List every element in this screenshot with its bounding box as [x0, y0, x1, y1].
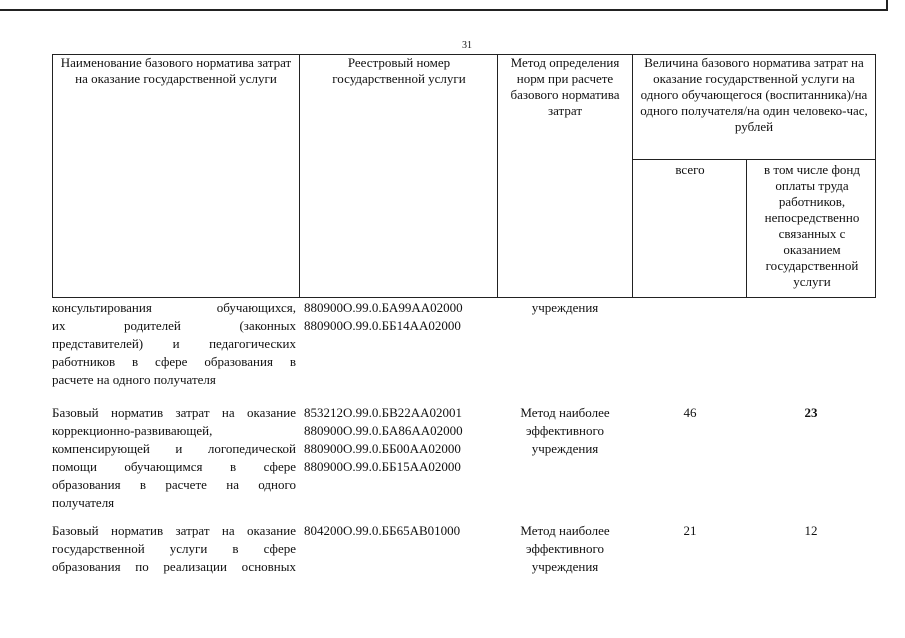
row3-name [52, 522, 296, 576]
row3-code: 804200О.99.0.ББ65АВ01000 [304, 523, 461, 538]
row1-name-line: их родителей (законных [52, 318, 296, 333]
row1-name-line: консультирования обучающихся, [52, 300, 296, 315]
header-sub-fund-text: в том числе фонд оплаты труда работников, непосредственно связанных с оказанием государственной услуги [764, 162, 860, 289]
row2-name-line: помощи обучающимся в сфере [52, 459, 296, 474]
row3-name-line: Базовый норматив затрат на оказание [52, 523, 296, 538]
row3-total: 21 [683, 523, 697, 538]
row1-code: 880900О.99.0.БА99АА02000 [304, 300, 463, 315]
row2-name [52, 404, 296, 512]
row1-name-line: представителей) и педагогических [52, 336, 296, 351]
row2-name-line: компенсирующей и логопедической [52, 441, 296, 456]
row1-name-line: работников в сфере образования в [52, 354, 296, 369]
row3-method: Метод наиболее эффективного учреждения [520, 523, 610, 574]
header-sub-total [632, 159, 747, 298]
row1-code: 880900О.99.0.ББ14АА02000 [304, 318, 461, 333]
header-col-name-text: Наименование базового норматива затрат на оказание государственной услуги [60, 55, 292, 86]
row3-name-line: государственной услуги в сфере [52, 541, 296, 556]
row1-method: учреждения [531, 300, 599, 315]
row3-fund: 12 [804, 523, 818, 538]
row3-codes [304, 522, 496, 540]
header-col-code-text: Реестровый номер государственной услуги [332, 55, 466, 86]
right-border-line [886, 0, 888, 11]
header-sub-total-text: всего [675, 162, 705, 177]
row1-name [52, 299, 296, 389]
row2-name-line: образования в расчете на одного [52, 477, 296, 492]
row2-code: 880900О.99.0.ББ00АА02000 [304, 441, 461, 456]
row2-fund: 23 [804, 405, 818, 420]
header-col-code [299, 54, 498, 298]
page-number: 31 [462, 40, 472, 51]
row2-name-line: коррекционно-развивающей, [52, 423, 213, 438]
row2-name-line: Базовый норматив затрат на оказание [52, 405, 296, 420]
row2-method: Метод наиболее эффективного учреждения [520, 405, 610, 456]
row2-code: 880900О.99.0.ББ15АА02000 [304, 459, 461, 474]
header-col-method-text: Метод определения норм при расчете базового норматива затрат [510, 55, 620, 118]
row3-name-line: образования по реализации основных [52, 559, 296, 574]
row2-total: 46 [683, 405, 697, 420]
header-col-name [52, 54, 300, 298]
top-border-line [0, 9, 886, 11]
row2-codes [304, 404, 496, 476]
row1-codes [304, 299, 496, 335]
row1-name-line: расчете на одного получателя [52, 372, 216, 387]
header-col-value-text: Величина базового норматива затрат на оказание государственной услуги на одного обучающегося (воспитанника)/на одного получателя/на один человеко-час, рублей [640, 55, 868, 134]
row2-code: 853212О.99.0.БВ22АА02001 [304, 405, 463, 420]
row2-name-line: получателя [52, 495, 115, 510]
row2-code: 880900О.99.0.БА86АА02000 [304, 423, 463, 438]
